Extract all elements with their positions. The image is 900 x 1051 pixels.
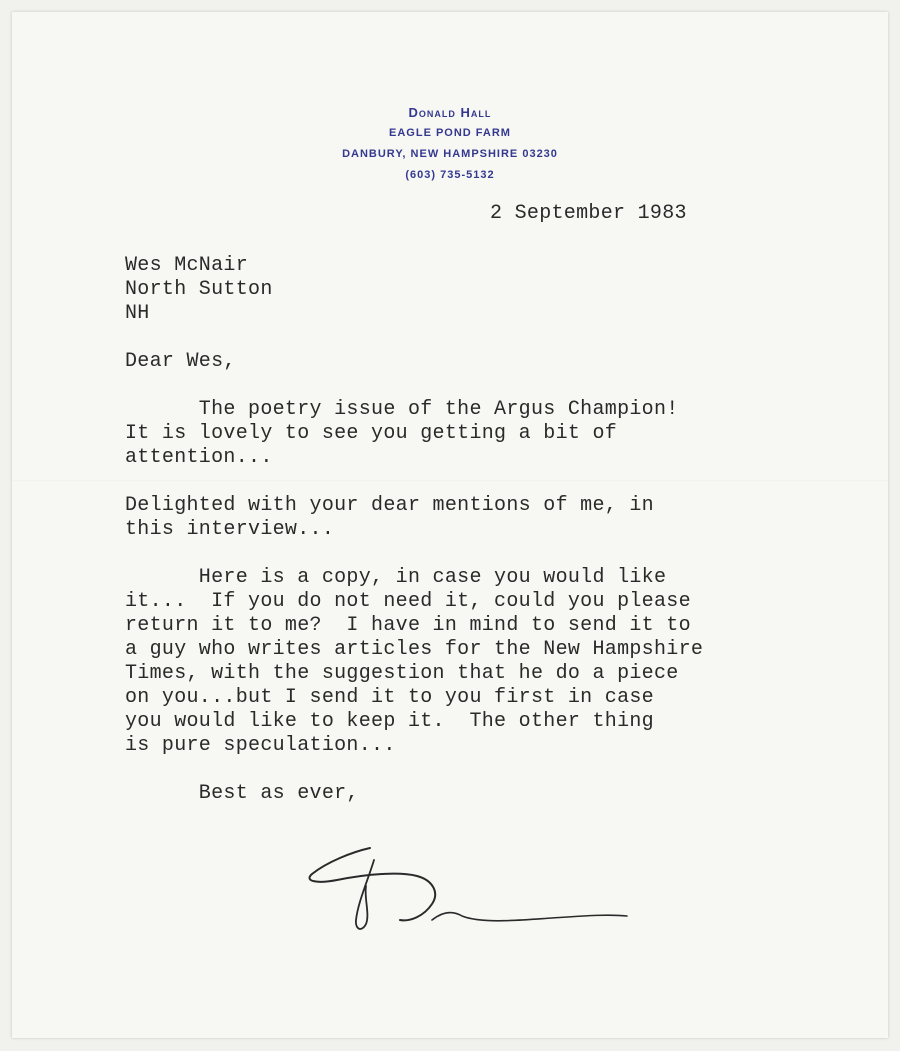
signature xyxy=(292,840,642,940)
recipient-name: Wes McNair xyxy=(125,254,249,277)
paragraph-line: on you...but I send it to you first in case xyxy=(125,686,654,709)
paragraph-line: It is lovely to see you getting a bit of xyxy=(125,422,618,445)
letterhead-phone: (603) 735-5132 xyxy=(405,169,495,181)
letterhead-farm: EAGLE POND FARM xyxy=(389,127,511,139)
paragraph-line: it... If you do not need it, could you please xyxy=(125,590,691,613)
closing: Best as ever, xyxy=(125,782,359,805)
paragraph-line: is pure speculation... xyxy=(125,734,396,757)
letter-sheet xyxy=(12,12,888,1038)
letterhead xyxy=(12,102,888,186)
recipient-state: NH xyxy=(125,302,150,325)
paragraph-line: attention... xyxy=(125,446,273,469)
paragraph-line: this interview... xyxy=(125,518,335,541)
letterhead-name: Donald Hall xyxy=(408,105,492,120)
paragraph-line: The poetry issue of the Argus Champion! xyxy=(125,398,679,421)
paragraph-line: Here is a copy, in case you would like xyxy=(125,566,667,589)
letter-date: 2 September 1983 xyxy=(490,202,687,225)
salutation: Dear Wes, xyxy=(125,350,236,373)
recipient-town: North Sutton xyxy=(125,278,273,301)
paper-fold xyxy=(12,480,888,482)
paragraph-line: Times, with the suggestion that he do a piece xyxy=(125,662,679,685)
paragraph-line: you would like to keep it. The other thing xyxy=(125,710,654,733)
paragraph-line: return it to me? I have in mind to send it to xyxy=(125,614,691,637)
letterhead-address: DANBURY, NEW HAMPSHIRE 03230 xyxy=(342,148,558,160)
paragraph-line: a guy who writes articles for the New Hampshire xyxy=(125,638,704,661)
paragraph-line: Delighted with your dear mentions of me, in xyxy=(125,494,654,517)
